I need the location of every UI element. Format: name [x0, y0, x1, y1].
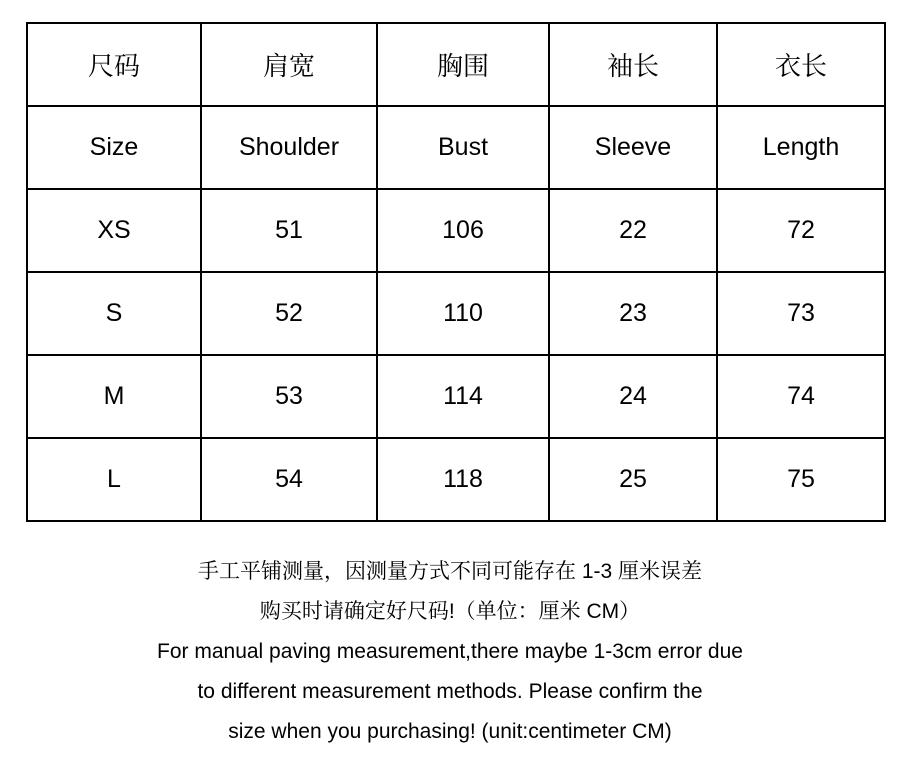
cell-bust: 106 [377, 189, 549, 272]
table-header-row-english [27, 106, 885, 189]
table-row [27, 438, 885, 521]
header-cell-sleeve-en: Sleeve [549, 106, 717, 189]
cell-shoulder: 51 [201, 189, 377, 272]
cell-sleeve: 25 [549, 438, 717, 521]
cell-length: 74 [717, 355, 885, 438]
cell-sleeve: 23 [549, 272, 717, 355]
header-cell-shoulder-en: Shoulder [201, 106, 377, 189]
header-cell-shoulder-cn: 肩宽 [201, 23, 377, 106]
header-cell-bust-cn: 胸围 [377, 23, 549, 106]
cell-sleeve: 24 [549, 355, 717, 438]
size-table [26, 22, 886, 522]
cell-length: 73 [717, 272, 885, 355]
note-line: For manual paving measurement,there maybe 1-3cm error due [157, 640, 743, 663]
cell-size: L [27, 438, 201, 521]
cell-size: XS [27, 189, 201, 272]
measurement-notes [0, 552, 900, 752]
cell-shoulder: 53 [201, 355, 377, 438]
cell-size: M [27, 355, 201, 438]
size-table-container [26, 22, 874, 522]
cell-shoulder: 52 [201, 272, 377, 355]
header-cell-size-en: Size [27, 106, 201, 189]
cell-length: 72 [717, 189, 885, 272]
cell-sleeve: 22 [549, 189, 717, 272]
header-cell-bust-en: Bust [377, 106, 549, 189]
note-line: 购买时请确定好尺码!（单位：厘米 CM） [259, 600, 641, 623]
note-line: to different measurement methods. Please confirm the [197, 680, 703, 703]
cell-size: S [27, 272, 201, 355]
note-line: 手工平铺测量，因测量方式不同可能存在 1-3 厘米误差 [197, 560, 703, 583]
table-row [27, 272, 885, 355]
table-row [27, 189, 885, 272]
table-row [27, 355, 885, 438]
header-cell-length-cn: 衣长 [717, 23, 885, 106]
cell-bust: 114 [377, 355, 549, 438]
note-line: size when you purchasing! (unit:centimeter CM) [228, 720, 672, 743]
cell-bust: 110 [377, 272, 549, 355]
cell-shoulder: 54 [201, 438, 377, 521]
header-cell-length-en: Length [717, 106, 885, 189]
header-cell-sleeve-cn: 袖长 [549, 23, 717, 106]
table-header-row-chinese [27, 23, 885, 106]
cell-bust: 118 [377, 438, 549, 521]
cell-length: 75 [717, 438, 885, 521]
header-cell-size-cn: 尺码 [27, 23, 201, 106]
